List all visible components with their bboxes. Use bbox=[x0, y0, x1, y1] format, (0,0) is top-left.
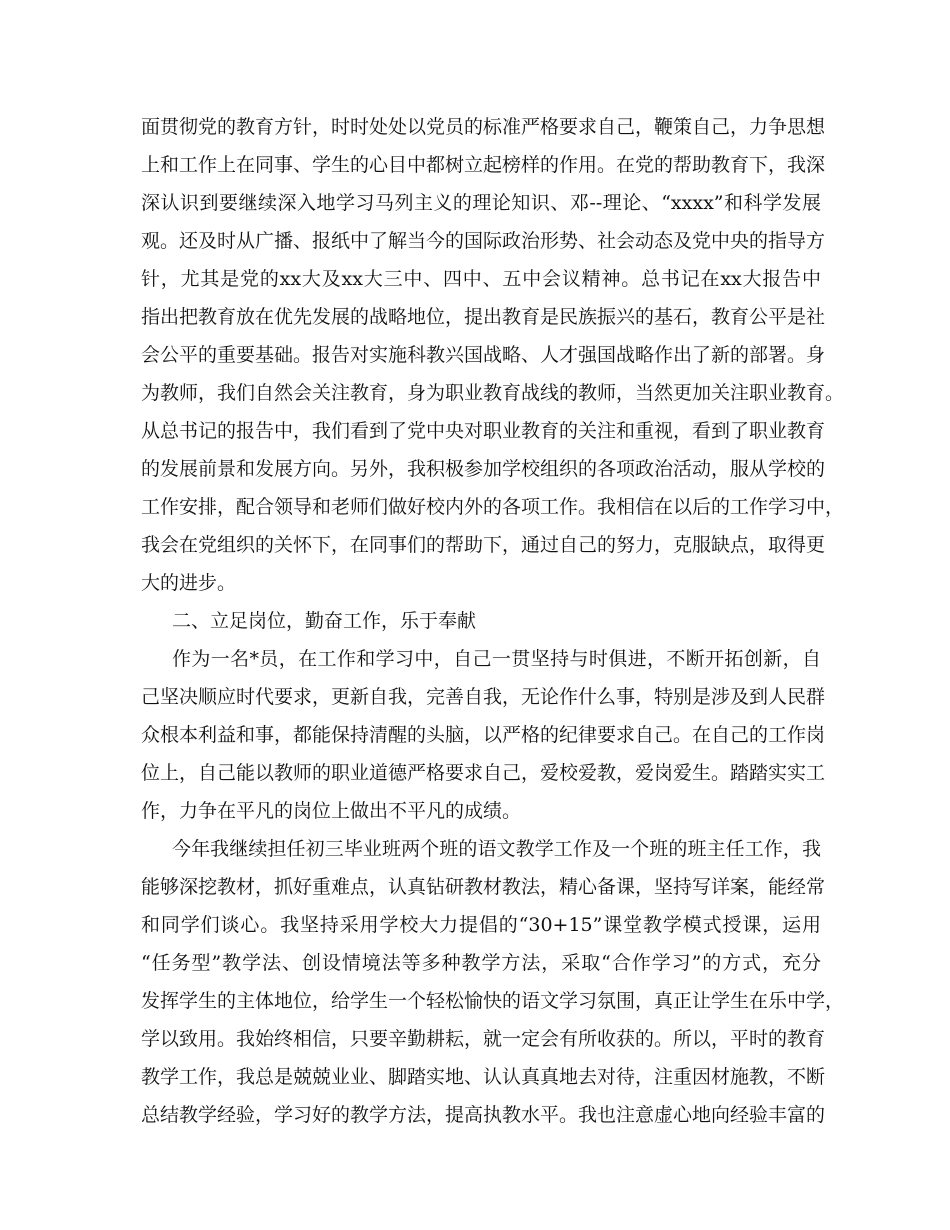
text-line: 能够深挖教材，抓好重难点，认真钻研教材教法，精心备课，坚持写详案，能经常 bbox=[141, 876, 826, 898]
text-line: 会公平的重要基础。报告对实施科教兴国战略、人才强国战略作出了新的部署。身 bbox=[141, 344, 826, 366]
text-line: 作为一名*员，在工作和学习中，自己一贯坚持与时俱进，不断开拓创新，自 bbox=[172, 648, 821, 670]
text-line: 教学工作，我总是兢兢业业、脚踏实地、认认真真地去对待，注重因材施教，不断 bbox=[141, 1066, 826, 1088]
text-line: “任务型”教学法、创设情境法等多种教学方法，采取“合作学习”的方式，充分 bbox=[141, 952, 821, 974]
text-line: 作，力争在平凡的岗位上做出不平凡的成绩。 bbox=[141, 800, 522, 822]
text-line: 位上，自己能以教师的职业道德严格要求自己，爱校爱教，爱岗爱生。踏踏实实工 bbox=[141, 762, 826, 784]
text-line: 和同学们谈心。我坚持采用学校大力提倡的“30+15”课堂教学模式授课，运用 bbox=[141, 914, 821, 936]
text-line: 深认识到要继续深入地学习马列主义的理论知识、邓--理论、“xxxx”和科学发展 bbox=[141, 192, 821, 214]
text-line: 为教师，我们自然会关注教育，身为职业教育战线的教师，当然更加关注职业教育。 bbox=[141, 382, 845, 404]
text-line: 上和工作上在同事、学生的心目中都树立起榜样的作用。在党的帮助教育下，我深 bbox=[141, 154, 826, 176]
text-line: 我会在党组织的关怀下，在同事们的帮助下，通过自己的努力，克服缺点，取得更 bbox=[141, 534, 826, 556]
text-line: 观。还及时从广播、报纸中了解当今的国际政治形势、社会动态及党中央的指导方 bbox=[141, 230, 826, 252]
section-heading: 二、立足岗位，勤奋工作，乐于奉献 bbox=[172, 610, 477, 632]
text-line: 指出把教育放在优先发展的战略地位，提出教育是民族振兴的基石，教育公平是社 bbox=[141, 306, 826, 328]
text-line: 学以致用。我始终相信，只要辛勤耕耘，就一定会有所收获的。所以，平时的教育 bbox=[141, 1028, 826, 1050]
text-line: 众根本利益和事，都能保持清醒的头脑，以严格的纪律要求自己。在自己的工作岗 bbox=[141, 724, 826, 746]
text-line: 总结教学经验，学习好的教学方法，提高执教水平。我也注意虚心地向经验丰富的 bbox=[141, 1104, 826, 1126]
text-line: 从总书记的报告中，我们看到了党中央对职业教育的关注和重视，看到了职业教育 bbox=[141, 420, 826, 442]
text-line: 发挥学生的主体地位，给学生一个轻松愉快的语文学习氛围，真正让学生在乐中学， bbox=[141, 990, 845, 1012]
text-line: 工作安排，配合领导和老师们做好校内外的各项工作。我相信在以后的工作学习中， bbox=[141, 496, 845, 518]
text-line: 今年我继续担任初三毕业班两个班的语文教学工作及一个班的班主任工作，我 bbox=[172, 838, 821, 860]
text-line: 的发展前景和发展方向。另外，我积极参加学校组织的各项政治活动，服从学校的 bbox=[141, 458, 826, 480]
text-line: 己坚决顺应时代要求，更新自我，完善自我，无论作什么事，特别是涉及到人民群 bbox=[141, 686, 826, 708]
text-line: 面贯彻党的教育方针，时时处处以党员的标准严格要求自己，鞭策自己，力争思想 bbox=[141, 116, 826, 138]
text-line: 针，尤其是党的xx大及xx大三中、四中、五中会议精神。总书记在xx大报告中 bbox=[141, 268, 821, 290]
text-line: 大的进步。 bbox=[141, 572, 237, 594]
